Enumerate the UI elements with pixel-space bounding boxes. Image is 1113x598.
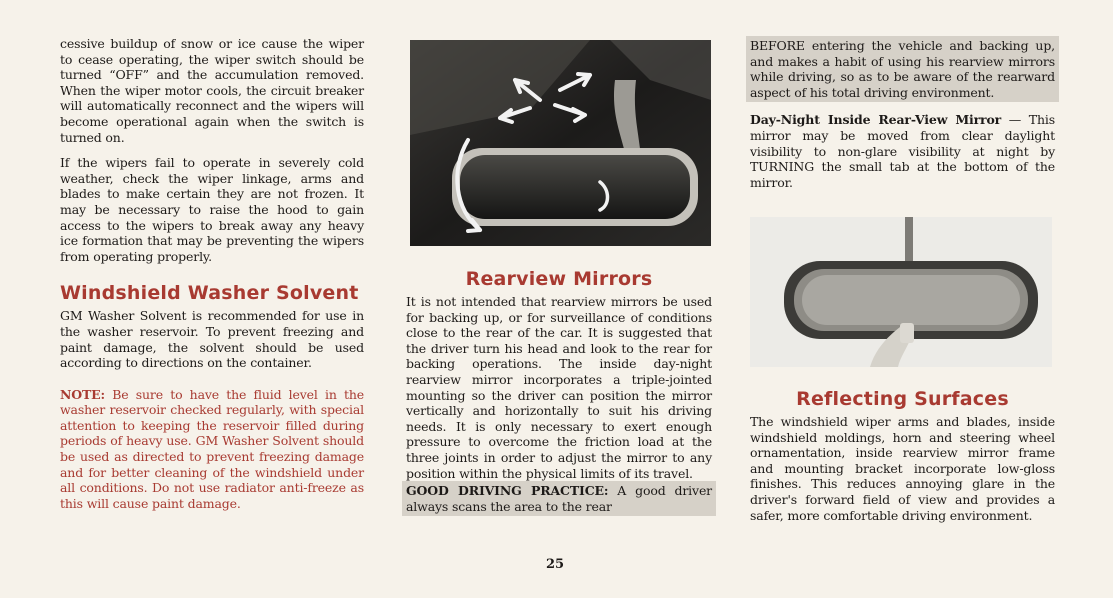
rearview-mirror-photo <box>410 40 711 246</box>
heading-windshield-washer-solvent: Windshield Washer Solvent <box>60 282 359 305</box>
washer-solvent-paragraph: GM Washer Solvent is recommended for use in the washer reservoir. To prevent freezing and paint damage, the solvent should be used according to directions on the container. <box>60 308 364 371</box>
wiper-paragraph-1: cessive buildup of snow or ice cause the wiper to cease operating, the wiper switch should be turned “OFF” and the accumulation removed. When the wiper motor cools, the circuit breaker will automatically reconnect and the wipers will become operational again when the switch is turned on. <box>60 36 364 145</box>
rearview-mirrors-paragraph: It is not intended that rearview mirrors be used for backing up, or for surveillance of conditions close to the rear of the car. It is suggested that the driver turn his head and look to the rear for backing operations. The inside day-night rearview mirror incorporates a triple-jointed mounting so the driver can position the mirror vertically and horizontally to suit his driving needs. It is only necessary to exert enough pressure to overcome the friction load at the three joints in order to adjust the mirror to any position within the physical limits of its travel. <box>406 294 712 481</box>
column-right <box>750 36 1055 190</box>
good-driving-practice <box>402 481 716 516</box>
gdp-text: A good driver always scans the area to the rear <box>406 483 713 514</box>
mirror-adjustment-illustration <box>410 40 711 246</box>
column-middle <box>406 258 712 516</box>
column-right-lower <box>750 378 1055 523</box>
note-text: Be sure to have the fluid level in the washer reservoir checked regularly, with special attention to keeping the reservoir filled during periods of heavy use. GM Washer Solvent should be used as directed to prevent freezing damage and for better cleaning of the windshield under all conditions. Do not use radiator anti-freeze as this will cause paint damage. <box>60 386 364 511</box>
day-night-text: — This mirror may be moved from clear daylight visibility to non-glare visibility at night by TURNING the small tab at the bottom of the mirror. <box>750 112 1055 190</box>
column-left <box>60 36 364 511</box>
day-night-mirror-illustration <box>750 217 1052 367</box>
gdp-label: GOOD DRIVING PRACTICE: <box>406 483 609 499</box>
note-label: NOTE: <box>60 386 106 402</box>
reflecting-surfaces-paragraph: The windshield wiper arms and blades, inside windshield moldings, horn and steering wheel ornamentation, inside rearview mirror frame and mounting bracket incorporate low-gloss finishes. This reduces annoying glare in the driver's forward field of view and provides a safer, more comfortable driving environment. <box>750 414 1055 523</box>
heading-reflecting-surfaces: Reflecting Surfaces <box>796 388 1009 410</box>
day-night-mirror-paragraph <box>750 112 1055 190</box>
day-night-mirror-photo <box>750 217 1052 367</box>
note-paragraph <box>60 387 364 512</box>
heading-rearview-mirrors: Rearview Mirrors <box>465 268 653 290</box>
wiper-paragraph-2: If the wipers fail to operate in severely cold weather, check the wiper linkage, arms and blades to make certain they are not frozen. It may be necessary to raise the hood to gain access to the wipers to break away any heavy ice formation that may be preventing the wipers from operating properly. <box>60 155 364 264</box>
before-entering-paragraph: BEFORE entering the vehicle and backing up, and makes a habit of using his rearview mirrors while driving, so as to be aware of the rearward aspect of his total driving environment. <box>746 36 1059 102</box>
page-number: 25 <box>545 557 565 572</box>
day-night-label: Day-Night Inside Rear-View Mirror <box>750 112 1002 128</box>
